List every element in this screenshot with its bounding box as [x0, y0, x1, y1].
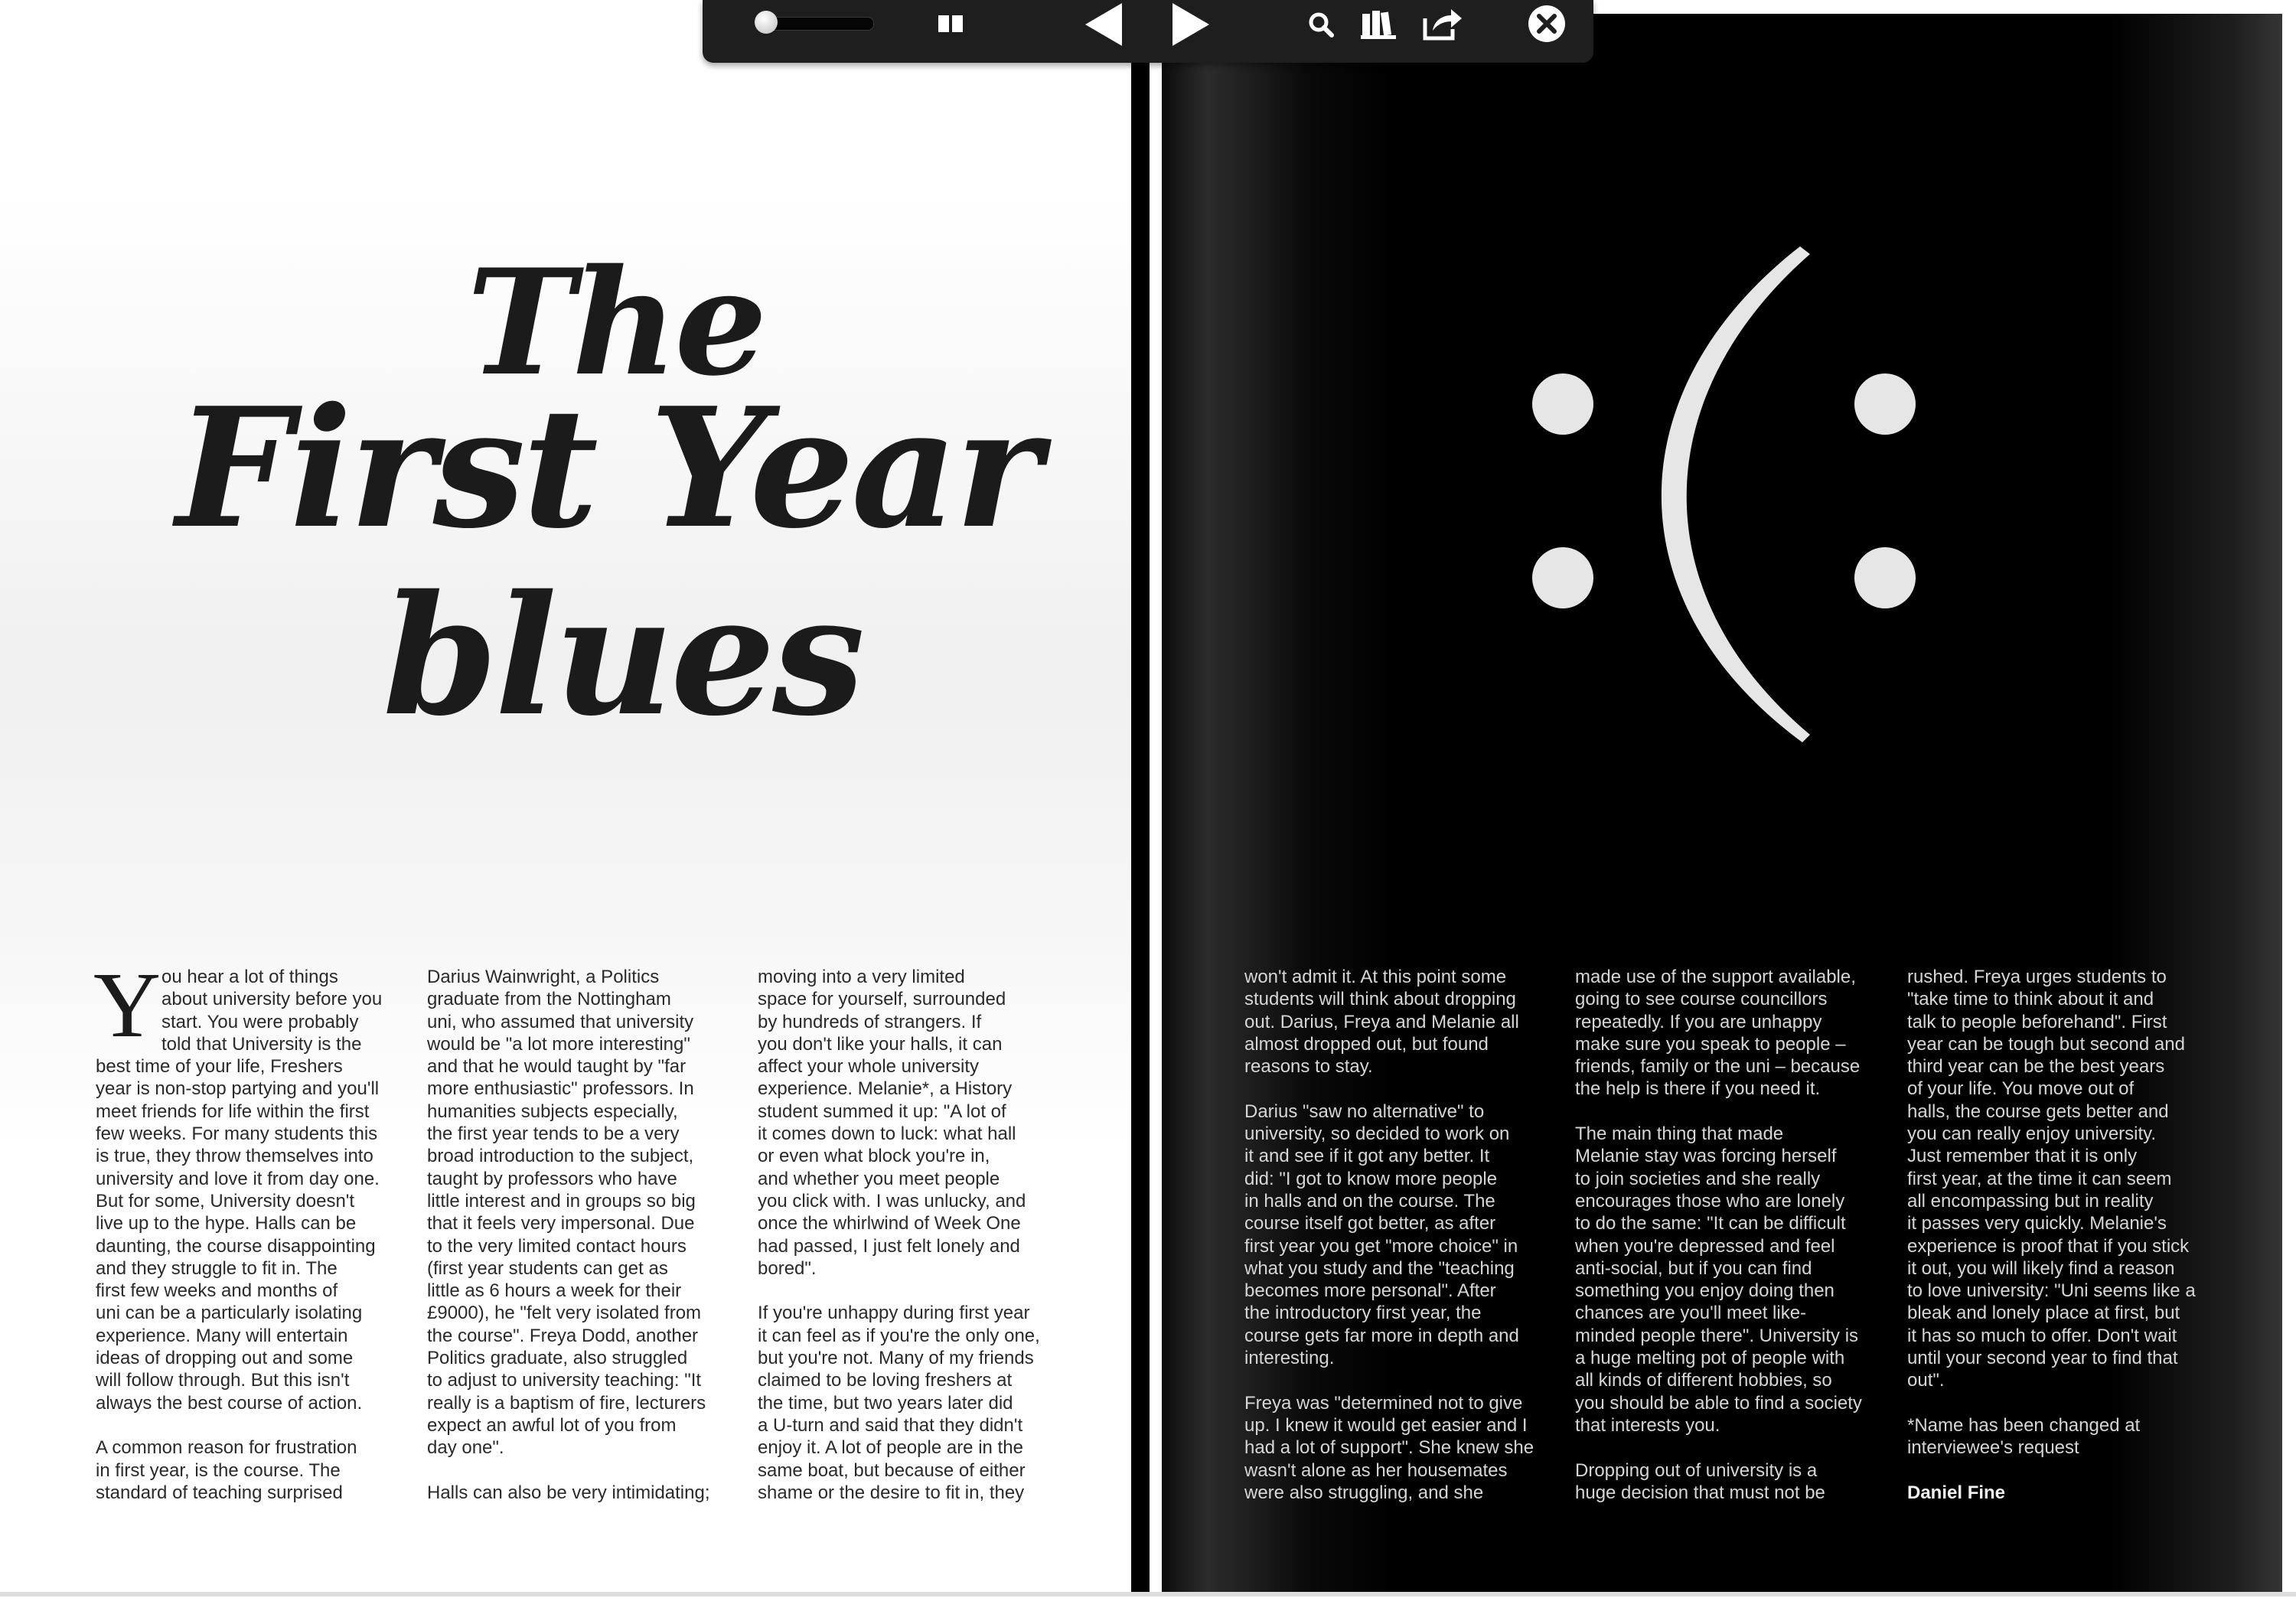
title-line-1: The [467, 237, 765, 408]
bottom-strip [0, 1596, 2296, 1611]
share-icon [1422, 6, 1463, 41]
search-icon [1306, 9, 1336, 40]
column-text: best time of your life, Freshers year is non-stop partying and you'll meet friends for life within the first few weeks. For many students this is true, they throw themselves into university and love it from day one. But for some, University doesn't live up to the hype. Halls can be daunting, the course disappointing and they struggle to fit in. The first few weeks and months of uni can be a particularly isolating experience. Many will entertain ideas of dropping out and some will follow through. But this isn't always the best course of action. A common reason for frustration in first year, is the course. The standard of teaching surprised [96, 1056, 380, 1503]
article-title [176, 237, 1039, 758]
reader-toolbar [703, 0, 1593, 63]
title-line-2: First Year [176, 371, 1039, 565]
face-eye-left-bottom [1532, 547, 1593, 608]
right-column-1: won't admit it. At this point some students will think about dropping out. Darius, Freya and Melanie all almost dropped out, but found reasons to stay. Darius "saw no alternative" to university, so decided to work on it and see if it got any better. It did: "I got to know more people in halls and on the course. The course itself got better, as after first year you get "more choice" in what you study and the "teaching becomes more personal". After the introductory first year, the course gets far more in depth and interesting. Freya was "determined not to give up. I knew it would get easier and I had a lot of support". She knew she wasn't alone as her housemates were also struggling, and she [1244, 967, 1534, 1503]
column-text: rushed. Freya urges students to "take time to think about it and talk to people beforehand". First year can be tough but second and third year can be the best years of your life. You move out of halls, the course gets better and you can really enjoy university. Just remember that it is only first year, at the time it can seem all encompassing but in reality it passes very quickly. Melanie's experience is proof that if you stick it out, you will likely find a reason to love university: "Uni seems like a bleak and lonely place at first, but it has so much to offer. Don't wait until your second year to find that out". *Name has been changed at interviewee's request [1907, 967, 2196, 1459]
face-mouth [1662, 246, 1810, 742]
close-button[interactable] [1526, 3, 1567, 44]
face-eye-right-top [1854, 373, 1916, 435]
left-column-3: moving into a very limited space for yourself, surrounded by hundreds of strangers. If you don't like your halls, it can affect your whole university experience. Melanie*, a History student summed it up: "A lot of it comes down to luck: what hall or even what block you're in, and whether you meet people you click with. I was unlucky, and once the whirlwind of Week One had passed, I just felt lonely and bored". If you're unhappy during first year it can feel as if you're the only one, but you're not. Many of my friends claimed to be loving freshers at the time, but two years later did a U-turn and said that they didn't enjoy it. A lot of people are in the same boat, but because of either shame or the desire to fit in, they [758, 967, 1040, 1503]
left-column-2: Darius Wainwright, a Politics graduate from the Nottingham uni, who assumed that university would be "a lot more interesting" and that he would taught by "far more enthusiastic" professors. In humanities subjects especially, the first year tends to be a very broad introduction to the subject, taught by professors who have little interest and in groups so big that it feels very impersonal. Due to the very limited contact hours (first year students can get as little as 6 hours a week for their £9000), he "felt very isolated from the course". Freya Dodd, another Politics graduate, also struggled to adjust to university teaching: "It really is a baptism of fire, lecturers expect an awful lot of you from day one". Halls can also be very intimidating; [427, 967, 710, 1503]
sad-emoticon [1515, 237, 1944, 758]
two-page-view-button[interactable] [937, 12, 964, 35]
face-eye-left-top [1532, 373, 1593, 435]
two-page-view-icon [937, 12, 964, 35]
previous-page-icon [1081, 0, 1127, 49]
page-slider[interactable] [703, 0, 886, 46]
intro-text: ou hear a lot of things about university before you start. You were probably told that University is the [161, 967, 383, 1055]
next-page-button[interactable] [1168, 0, 1214, 49]
close-icon [1526, 3, 1567, 44]
right-column-3 [1907, 966, 2229, 1504]
previous-page-button[interactable] [1081, 0, 1127, 49]
page-gutter [1131, 0, 1150, 1593]
face-eye-right-bottom [1854, 547, 1916, 608]
slider-label [727, 17, 745, 28]
search-button[interactable] [1306, 9, 1336, 40]
share-button[interactable] [1422, 6, 1463, 41]
left-column-1 [96, 966, 402, 1504]
next-page-icon [1168, 0, 1214, 49]
slider-thumb[interactable] [755, 11, 778, 34]
title-line-3: blues [383, 559, 863, 752]
bookshelf-icon [1359, 6, 1399, 41]
author-byline: Daniel Fine [1907, 1482, 2006, 1503]
drop-cap: Y [93, 954, 161, 1057]
right-column-2: made use of the support available, going to see course councillors repeatedly. If you are unhappy make sure you speak to people – friends, family or the uni – because the help is there if you need it. The main thing that made Melanie stay was forcing herself to join societies and she really encourages those who are lonely to do the same: "It can be difficult when you're depressed and feel anti-social, but if you can find something you enjoy doing then chances are you'll meet like- minded people there". University is a huge melting pot of people with all kinds of different hobbies, so you should be able to find a society that interests you. Dropping out of university is a huge decision that must not be [1575, 967, 1862, 1503]
bookshelf-button[interactable] [1359, 6, 1399, 41]
